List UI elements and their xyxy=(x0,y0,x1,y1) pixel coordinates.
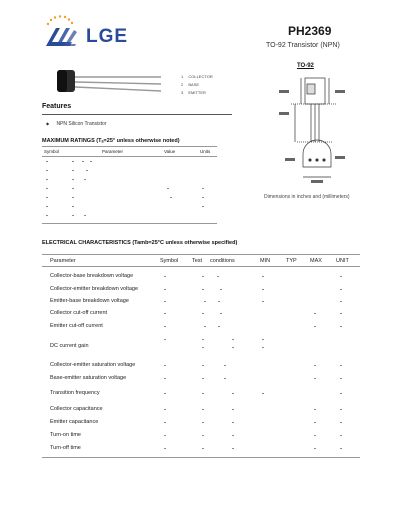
table-rule xyxy=(42,254,360,255)
col-conditions: conditions xyxy=(210,258,235,264)
transistor-image xyxy=(55,68,165,98)
electrical-table xyxy=(42,254,360,459)
logo xyxy=(42,14,137,50)
package-drawing xyxy=(275,72,365,187)
col-symbol: Symbol xyxy=(44,149,60,154)
col-unit: UNIT xyxy=(336,258,349,264)
table-rule xyxy=(42,146,217,147)
pin-2 xyxy=(181,82,199,87)
col-symbol: Symbol xyxy=(160,258,179,264)
package-title: TO-92 xyxy=(297,63,314,69)
pin-num: 3 xyxy=(181,90,184,95)
pin-num: 1 xyxy=(181,74,184,79)
row-label: Collector-base breakdown voltage xyxy=(50,273,134,279)
table-rule xyxy=(42,457,360,458)
features-rule xyxy=(42,114,232,115)
row-label: Emitter-base breakdown voltage xyxy=(50,298,129,304)
pin-label: BASE xyxy=(188,82,200,87)
row-label: Collector cut-off current xyxy=(50,310,108,316)
row-label: Collector capacitance xyxy=(50,406,103,412)
row-label: Collector-emitter saturation voltage xyxy=(50,362,136,368)
logo-mark-icon xyxy=(42,14,82,50)
col-typ: TYP xyxy=(286,258,297,264)
row-label: Emitter capacitance xyxy=(50,419,99,425)
subtitle: TO-92 Transistor (NPN) xyxy=(266,42,340,49)
table-rule xyxy=(42,223,217,224)
pin-3 xyxy=(181,90,206,95)
pin-1 xyxy=(181,74,213,79)
pin-label: EMITTER xyxy=(188,90,206,95)
table-rule xyxy=(42,156,217,157)
row-label: Transition frequency xyxy=(50,390,100,396)
row-label: Turn-on time xyxy=(50,432,81,438)
pin-label: COLLECTOR xyxy=(188,74,213,79)
pin-num: 2 xyxy=(181,82,184,87)
col-max: MAX xyxy=(310,258,322,264)
col-parameter: Parameter xyxy=(50,258,76,264)
col-test: Test xyxy=(192,258,203,264)
row-label: DC current gain xyxy=(50,343,89,349)
col-min: MIN xyxy=(260,258,271,264)
col-value: Value xyxy=(164,149,176,154)
col-parameter: Parameter xyxy=(102,149,124,154)
row-label: Turn-off time xyxy=(50,445,81,451)
row-label: Emitter cut-off current xyxy=(50,323,103,329)
row-label: Collector-emitter breakdown voltage xyxy=(50,286,139,292)
features-item xyxy=(46,121,106,127)
package-caption: Dimensions in inches and (millimeters) xyxy=(264,194,350,200)
table-rule xyxy=(42,266,360,267)
row-label: Base-emitter saturation voltage xyxy=(50,375,127,381)
features-title: Features xyxy=(42,103,72,110)
max-ratings-table xyxy=(42,146,217,224)
feature-text: NPN Silicon Transistor xyxy=(56,121,107,127)
part-number: PH2369 xyxy=(288,24,332,38)
electrical-title: ELECTRICAL CHARACTERISTICS (Tamb=25°C unless otherwise specified) xyxy=(42,240,238,246)
col-units: Units xyxy=(200,149,211,154)
logo-text: LGE xyxy=(86,26,129,47)
bullet-icon: ◆ xyxy=(46,121,50,126)
max-ratings-title: MAXIMUM RATINGS (Tₐ=25° unless otherwise noted) xyxy=(42,138,180,144)
